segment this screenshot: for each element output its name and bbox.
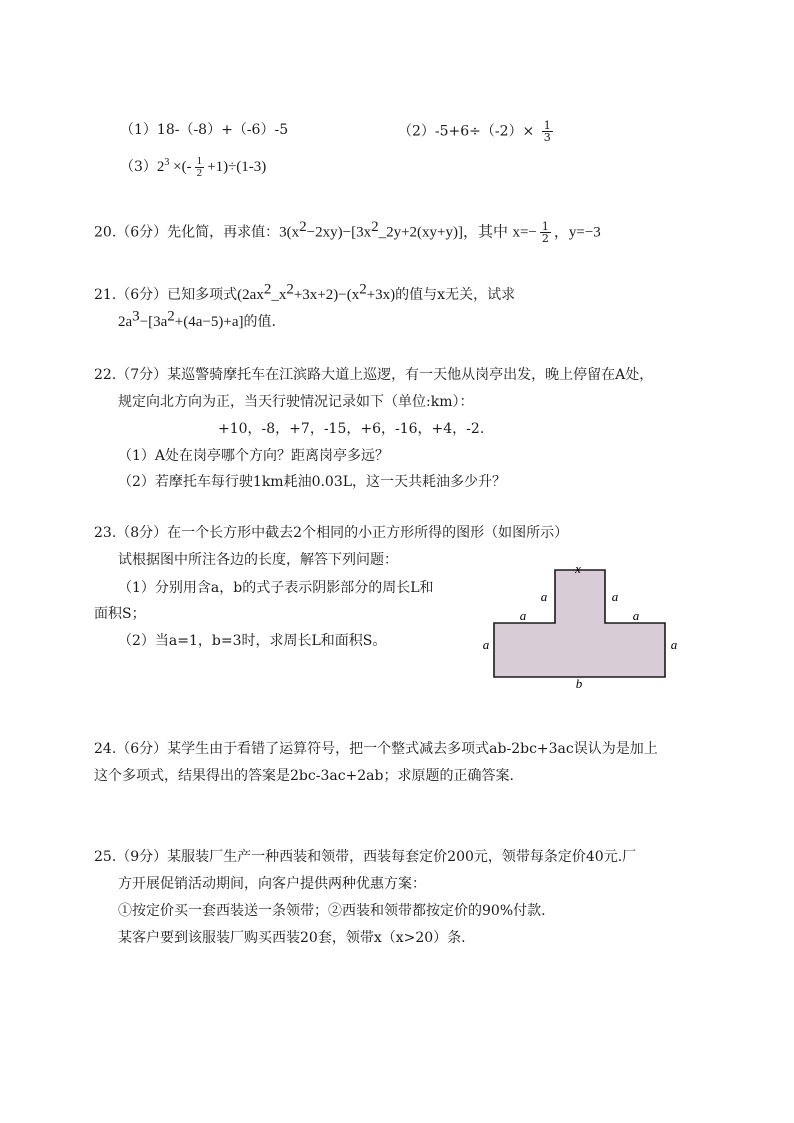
q21-line1 xyxy=(94,281,516,305)
q19-part2-text: （2）-5+6÷（-2）× xyxy=(398,123,535,140)
q23-line1: 23.（8分）在一个长方形中截去2个相同的小正方形所得的图形（如图所示） xyxy=(94,525,569,541)
q20-y-assign: ，y=−3 xyxy=(553,224,601,241)
q21-line2-suffix: 的值. xyxy=(243,314,276,330)
q20-prefix: 20.（6分）先化简，再求值： xyxy=(94,224,280,241)
label-side-left-a: a xyxy=(482,637,490,652)
q23-figure xyxy=(478,560,688,690)
q19-part3-exp: 3 xyxy=(164,156,170,168)
q20-x-assign: x=− xyxy=(512,224,537,241)
q21-line2-a: 2a xyxy=(118,314,133,330)
q25-line2: 方开展促销活动期间，向客户提供两种优惠方案： xyxy=(118,876,426,892)
q21-poly-b-exp: 2 xyxy=(286,281,294,298)
q21-prefix: 21.（6分）已知多项式 xyxy=(94,287,238,303)
label-top-x: x xyxy=(575,561,581,576)
q22-line2: 规定向北方向为正，当天行驶情况记录如下（单位:km）： xyxy=(118,394,474,410)
q22-line1: 22.（7分）某巡警骑摩托车在江滨路大道上巡逻，有一天他从岗亭出发，晚上停留在A处， xyxy=(94,367,654,383)
q19-part3-base: 2 xyxy=(156,158,165,175)
q21-line2-c: +(4a−5)+a] xyxy=(174,314,244,330)
q21-line2 xyxy=(118,308,276,332)
q20-expr-2: −2xy)−[3x xyxy=(306,224,372,241)
q25-line4: 某客户要到该服装厂购买西装20套，领带x（x>20）条. xyxy=(118,930,466,946)
q22-sub2: （2）若摩托车每行驶1km耗油0.03L，这一天共耗油多少升？ xyxy=(118,474,507,490)
q21-poly-a-exp: 2 xyxy=(263,281,272,298)
q21-suffix: 的值与x无关，试求 xyxy=(395,287,516,303)
label-side-right-a: a xyxy=(670,637,678,652)
q19-part3-frac-den: 2 xyxy=(196,167,203,179)
q21-line2-b-exp: 2 xyxy=(167,308,175,325)
q21-poly-b: _x xyxy=(271,287,287,303)
q19-part2 xyxy=(398,120,556,143)
label-upper-right-a: a xyxy=(611,589,619,604)
q23-sub2: （2）当a=1，b=3时，求周长L和面积S。 xyxy=(118,633,387,649)
q23-sub1a: （1）分别用含a，b的式子表示阴影部分的周长L和 xyxy=(118,580,434,596)
q19-part3-mid: ×(- xyxy=(173,158,192,175)
q21-poly-c-exp: 2 xyxy=(359,281,367,298)
q21-line2-b: −[3a xyxy=(139,314,168,330)
q19-part2-frac-den: 3 xyxy=(543,131,551,144)
q19-part1: （1）18-（-8）+（-6）-5 xyxy=(120,122,289,138)
q21-poly-d: +3x) xyxy=(366,287,396,303)
shaded-t-shape xyxy=(494,570,665,677)
q20-text xyxy=(94,218,601,245)
q20-frac-num: 1 xyxy=(541,220,549,233)
q21-poly-c: +3x+2)−(x xyxy=(293,287,360,303)
q20-fraction xyxy=(540,221,551,244)
q22-records: +10，-8，+7，-15，+6，-16，+4，-2. xyxy=(218,421,485,437)
q21-poly-a: (2ax xyxy=(237,287,264,303)
label-ledge-right-a: a xyxy=(632,608,640,623)
q25-line1: 25.（9分）某服装厂生产一种西装和领带，西装每套定价200元，领带每条定价40元.厂 xyxy=(94,849,637,865)
q24-line2: 这个多项式，结果得出的答案是2bc-3ac+2ab；求原题的正确答案. xyxy=(94,768,514,784)
q20-expr-2-exp: 2 xyxy=(371,218,379,235)
q19-part3 xyxy=(120,156,266,179)
q23-line2: 试根据图中所注各边的长度，解答下列问题： xyxy=(118,552,398,568)
q20-expr-3: _2y+2(xy+y)]，其中 xyxy=(378,224,508,241)
q19-part3-fraction xyxy=(195,156,205,179)
q25-line3: ①按定价买一套西装送一条领带；②西装和领带都按定价的90%付款. xyxy=(118,903,546,919)
q19-part2-frac-num: 1 xyxy=(543,119,551,132)
q19-part3-label: （3） xyxy=(120,158,157,175)
q19-part3-frac-num: 1 xyxy=(196,155,203,167)
q19-part2-fraction xyxy=(542,120,553,143)
label-bottom-b: b xyxy=(575,676,583,690)
q20-expr-1-exp: 2 xyxy=(299,218,307,235)
label-upper-left-a: a xyxy=(540,589,548,604)
q21-line2-a-exp: 3 xyxy=(132,308,140,325)
q20-expr-1: 3(x xyxy=(279,224,300,241)
q22-sub1: （1）A处在岗亭哪个方向？距离岗亭多远？ xyxy=(118,448,390,464)
q20-frac-den: 2 xyxy=(541,232,549,245)
q19-part3-tail: +1)÷(1-3) xyxy=(207,158,267,175)
q24-line1: 24.（6分）某学生由于看错了运算符号，把一个整式减去多项式ab-2bc+3ac误认为是加上 xyxy=(94,741,658,757)
label-ledge-left-a: a xyxy=(519,608,527,623)
q23-sub1b: 面积S； xyxy=(94,606,146,622)
